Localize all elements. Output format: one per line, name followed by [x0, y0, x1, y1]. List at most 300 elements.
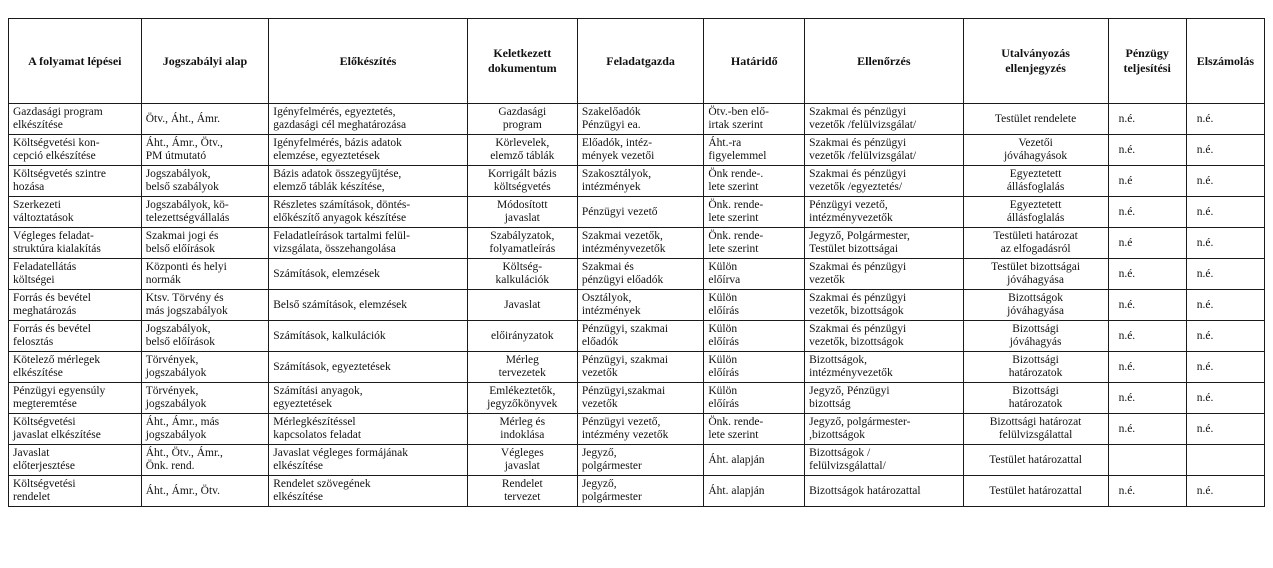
cell-document: [467, 445, 577, 476]
cell-text: Testület bizottságai: [991, 261, 1081, 273]
cell-step: [9, 445, 142, 476]
cell-text: Költségvetési: [13, 478, 76, 490]
cell-document: [467, 197, 577, 228]
cell-text: vezetők /egyeztetés/: [809, 181, 903, 193]
cell-legal-basis: [141, 259, 269, 290]
cell-task-owner: [577, 383, 704, 414]
cell-legal-basis: [141, 135, 269, 166]
cell-authorization: [963, 104, 1108, 135]
cell-control: [805, 414, 963, 445]
cell-finance-performance: [1108, 135, 1186, 166]
cell-preparation: [269, 414, 468, 445]
cell-deadline: [704, 445, 805, 476]
cell-step: [9, 228, 142, 259]
cell-preparation: [269, 135, 468, 166]
cell-text: Rendelet: [501, 478, 543, 490]
header-control: [805, 19, 963, 104]
cell-text: Forrás és bevétel: [13, 323, 91, 335]
cell-text: jogszabályok: [145, 429, 207, 441]
cell-text: Külön: [708, 261, 738, 273]
cell-preparation: [269, 197, 468, 228]
cell-text: Javaslat: [13, 447, 50, 459]
cell-finance-performance: [1108, 414, 1186, 445]
cell-text: Központi és helyi: [145, 261, 227, 273]
cell-text: elkészítése: [13, 119, 63, 131]
cell-text: Részletes számítások, döntés-: [273, 199, 411, 211]
cell-text: Osztályok,: [581, 292, 632, 304]
cell-text: Testület határozattal: [989, 484, 1082, 497]
cell-authorization: [963, 166, 1108, 197]
cell-text: Külön: [708, 292, 738, 304]
header-text: Utalványozás: [1001, 46, 1070, 60]
process-table-wrapper: [8, 18, 1265, 507]
cell-text: Bizottsági határozat: [989, 416, 1082, 428]
cell-task-owner: [577, 228, 704, 259]
table-row: [9, 104, 1265, 135]
cell-document: [467, 414, 577, 445]
cell-text: felülvizsgálattal/: [809, 460, 886, 472]
cell-text: Számítások, egyeztetések: [273, 360, 391, 373]
cell-text: meghatározás: [13, 305, 77, 317]
header-text: Elszámolás: [1196, 53, 1255, 68]
cell-settlement: [1186, 476, 1264, 507]
cell-text: Pénzügyi, szakmai: [581, 323, 669, 335]
cell-text: Önk. rend.: [145, 460, 195, 472]
cell-text: jóváhagyása: [1007, 274, 1064, 286]
cell-authorization: [963, 321, 1108, 352]
cell-finance-performance: [1108, 259, 1186, 290]
header-preparation: [269, 19, 468, 104]
cell-text: Jogszabályok,: [145, 168, 211, 180]
cell-text: Külön: [708, 354, 738, 366]
cell-text: n.é.: [1118, 391, 1136, 404]
cell-text: Pénzügyi,szakmai: [581, 385, 666, 397]
cell-text: gazdasági cél meghatározása: [273, 119, 407, 131]
cell-deadline: [704, 383, 805, 414]
table-row: [9, 321, 1265, 352]
cell-finance-performance: [1108, 383, 1186, 414]
cell-settlement: [1186, 166, 1264, 197]
cell-text: Szakmai jogi és: [145, 230, 219, 242]
cell-document: [467, 321, 577, 352]
cell-deadline: [704, 476, 805, 507]
cell-text: Törvények,: [145, 385, 199, 397]
cell-document: [467, 290, 577, 321]
cell-text: polgármester: [581, 491, 642, 503]
cell-text: jóváhagyások: [1003, 150, 1068, 162]
cell-text: az elfogadásról: [1000, 243, 1071, 255]
cell-text: jogszabályok: [145, 398, 207, 410]
cell-text: Áht., Ámr., Ötv.: [145, 484, 221, 497]
cell-text: Végleges feladat-: [13, 230, 94, 242]
cell-task-owner: [577, 476, 704, 507]
cell-text: Önk. rende-: [708, 416, 764, 428]
cell-authorization: [963, 352, 1108, 383]
cell-text: Gazdasági program: [13, 106, 103, 118]
cell-text: Szakelőadók: [581, 106, 641, 118]
cell-text: Mérleg és: [499, 416, 546, 428]
cell-text: Korrigált bázis: [487, 168, 557, 180]
cell-text: Önk. rende-: [708, 230, 764, 242]
header-text: Határidő: [730, 53, 778, 68]
cell-step: [9, 166, 142, 197]
cell-text: Szakmai vezetők,: [581, 230, 663, 242]
cell-text: Áht. alapján: [708, 453, 765, 466]
header-authorization: [963, 19, 1108, 104]
cell-step: [9, 197, 142, 228]
cell-text: indoklása: [500, 429, 545, 441]
cell-preparation: [269, 104, 468, 135]
cell-deadline: [704, 166, 805, 197]
cell-text: elemző táblák készítése,: [273, 181, 385, 193]
cell-text: Feladatleírások tartalmi felül-: [273, 230, 410, 242]
cell-text: Szakmai és pénzügyi: [809, 168, 907, 180]
cell-text: Bizottságok: [1008, 292, 1064, 304]
cell-step: [9, 104, 142, 135]
cell-text: Belső számítások, elemzések: [273, 298, 408, 311]
cell-text: vezetők, bizottságok: [809, 336, 904, 348]
cell-text: jogszabályok: [145, 367, 207, 379]
cell-text: n.é.: [1118, 112, 1136, 125]
header-text: Feladatgazda: [606, 53, 675, 68]
cell-text: belső szabályok: [145, 181, 219, 193]
cell-legal-basis: [141, 166, 269, 197]
cell-control: [805, 321, 963, 352]
cell-text: egyeztetések: [273, 398, 332, 410]
header-text: Pénzügy: [1125, 46, 1169, 60]
cell-settlement: [1186, 321, 1264, 352]
cell-text: Önk. rende-: [708, 199, 764, 211]
cell-control: [805, 445, 963, 476]
cell-text: vizsgálata, összehangolása: [273, 243, 396, 255]
cell-text: n.é.: [1118, 298, 1136, 311]
cell-text: Szerkezeti: [13, 199, 61, 211]
cell-deadline: [704, 104, 805, 135]
cell-authorization: [963, 445, 1108, 476]
cell-authorization: [963, 476, 1108, 507]
cell-preparation: [269, 259, 468, 290]
cell-text: Mérlegkészítéssel: [273, 416, 356, 428]
cell-text: Szakmai és pénzügyi: [809, 292, 907, 304]
cell-text: mények vezetői: [581, 150, 655, 162]
cell-text: Áht. alapján: [708, 484, 765, 497]
cell-step: [9, 476, 142, 507]
cell-text: Bázis adatok összegyűjtése,: [273, 168, 402, 180]
cell-text: n.é.: [1196, 267, 1214, 280]
cell-text: előírva: [708, 274, 741, 286]
cell-text: struktúra kialakítás: [13, 243, 101, 255]
cell-settlement: [1186, 104, 1264, 135]
header-text: dokumentum: [487, 61, 557, 75]
cell-finance-performance: [1108, 104, 1186, 135]
table-row: [9, 259, 1265, 290]
cell-preparation: [269, 445, 468, 476]
cell-preparation: [269, 352, 468, 383]
cell-text: Jogszabályok,: [145, 323, 211, 335]
cell-text: n.é.: [1196, 329, 1214, 342]
cell-text: elkészítése: [273, 460, 324, 472]
header-task-owner: [577, 19, 704, 104]
cell-preparation: [269, 290, 468, 321]
cell-text: Költségvetési kon-: [13, 137, 100, 149]
cell-text: n.é.: [1196, 112, 1214, 125]
cell-text: Bizottságok /: [809, 447, 871, 459]
cell-task-owner: [577, 135, 704, 166]
cell-text: Testület bizottságai: [809, 243, 899, 255]
cell-text: elemző táblák: [490, 150, 555, 162]
cell-step: [9, 290, 142, 321]
cell-text: n.é.: [1196, 391, 1214, 404]
cell-step: [9, 259, 142, 290]
cell-text: Testület rendelete: [994, 112, 1077, 125]
cell-text: Jegyző, Polgármester,: [809, 230, 910, 242]
cell-text: n.é: [1118, 174, 1133, 187]
cell-text: Feladatellátás: [13, 261, 77, 273]
cell-text: vezetők: [581, 398, 618, 410]
cell-text: állásfoglalás: [1006, 181, 1065, 193]
cell-text: előírás: [708, 336, 739, 348]
cell-text: költségei: [13, 274, 55, 286]
cell-text: kalkulációk: [495, 274, 550, 286]
cell-text: Körlevelek,: [495, 137, 550, 149]
header-text: Ellenőrzés: [857, 53, 911, 68]
cell-text: Bizottsági: [1012, 323, 1059, 335]
cell-control: [805, 166, 963, 197]
cell-control: [805, 290, 963, 321]
cell-text: n.é.: [1196, 143, 1214, 156]
cell-deadline: [704, 352, 805, 383]
cell-text: Bizottságok,: [809, 354, 867, 366]
cell-text: Emlékeztetők,: [489, 385, 556, 397]
cell-finance-performance: [1108, 290, 1186, 321]
cell-text: irtak szerint: [708, 119, 763, 131]
cell-text: Jegyző,: [581, 478, 617, 490]
cell-task-owner: [577, 321, 704, 352]
cell-control: [805, 135, 963, 166]
cell-text: n.é.: [1196, 360, 1214, 373]
cell-legal-basis: [141, 197, 269, 228]
cell-text: javaslat: [504, 460, 540, 472]
cell-finance-performance: [1108, 445, 1186, 476]
cell-document: [467, 352, 577, 383]
header-deadline: [704, 19, 805, 104]
cell-text: Pénzügyi vezető: [581, 205, 658, 218]
cell-legal-basis: [141, 321, 269, 352]
cell-step: [9, 321, 142, 352]
cell-text: hozása: [13, 181, 45, 193]
cell-text: Forrás és bevétel: [13, 292, 91, 304]
cell-control: [805, 259, 963, 290]
table-row: [9, 476, 1265, 507]
cell-text: előterjesztése: [13, 460, 75, 472]
cell-text: n.é.: [1118, 143, 1136, 156]
cell-text: bizottság: [809, 398, 851, 410]
cell-text: n.é: [1118, 236, 1133, 249]
cell-settlement: [1186, 445, 1264, 476]
cell-text: n.é.: [1118, 205, 1136, 218]
cell-text: Testületi határozat: [993, 230, 1078, 242]
cell-legal-basis: [141, 414, 269, 445]
cell-document: [467, 228, 577, 259]
cell-text: vezetők /felülvizsgálat/: [809, 119, 917, 131]
cell-text: telezettségvállalás: [145, 212, 230, 224]
cell-text: intézményvezetők: [809, 367, 893, 379]
cell-authorization: [963, 259, 1108, 290]
cell-text: vezetők /felülvizsgálat/: [809, 150, 917, 162]
budget-process-table: [8, 18, 1265, 507]
header-finance-performance: [1108, 19, 1186, 104]
cell-text: Testület határozattal: [989, 453, 1082, 466]
cell-text: intézmény vezetők: [581, 429, 669, 441]
cell-text: Pénzügyi vezető,: [809, 199, 888, 211]
cell-text: jóváhagyása: [1007, 305, 1064, 317]
cell-deadline: [704, 414, 805, 445]
cell-text: Számítási anyagok,: [273, 385, 363, 397]
cell-text: lete szerint: [708, 212, 759, 224]
cell-text: cepció elkészítése: [13, 150, 96, 162]
cell-text: belső előírások: [145, 336, 215, 348]
header-text: teljesítési: [1123, 61, 1171, 75]
cell-control: [805, 352, 963, 383]
header-text: ellenjegyzés: [1005, 61, 1066, 75]
table-row: [9, 445, 1265, 476]
cell-text: Gazdasági: [498, 106, 547, 118]
cell-settlement: [1186, 259, 1264, 290]
cell-text: Áht., Ámr., más: [145, 416, 220, 428]
cell-task-owner: [577, 290, 704, 321]
cell-text: vezetők: [581, 367, 618, 379]
cell-text: Ktsv. Törvény és: [145, 292, 224, 304]
cell-text: intézményvezetők: [809, 212, 893, 224]
cell-text: Jegyző, Pénzügyi: [809, 385, 890, 397]
cell-text: határozatok: [1008, 398, 1063, 410]
cell-text: jóváhagyás: [1009, 336, 1062, 348]
header-step: [9, 19, 142, 104]
cell-settlement: [1186, 414, 1264, 445]
cell-text: elemzése, egyeztetések: [273, 150, 380, 162]
table-row: [9, 383, 1265, 414]
header-text: Jogszabályi alap: [162, 53, 248, 68]
cell-text: Költség-: [502, 261, 543, 273]
cell-text: felosztás: [13, 336, 54, 348]
cell-text: Bizottságok határozattal: [809, 484, 921, 497]
cell-settlement: [1186, 135, 1264, 166]
cell-text: Jogszabályok, kö-: [145, 199, 229, 211]
cell-text: Számítások, kalkulációk: [273, 329, 386, 342]
cell-text: Előadók, intéz-: [581, 137, 653, 149]
cell-text: normák: [145, 274, 181, 286]
cell-preparation: [269, 476, 468, 507]
cell-finance-performance: [1108, 197, 1186, 228]
cell-control: [805, 383, 963, 414]
cell-text: n.é.: [1118, 360, 1136, 373]
header-legal-basis: [141, 19, 269, 104]
cell-text: pénzügyi előadók: [581, 274, 664, 286]
cell-authorization: [963, 383, 1108, 414]
table-row: [9, 166, 1265, 197]
cell-authorization: [963, 135, 1108, 166]
cell-text: Pénzügyi, szakmai: [581, 354, 669, 366]
cell-task-owner: [577, 259, 704, 290]
cell-text: Szabályzatok,: [490, 230, 555, 242]
cell-document: [467, 259, 577, 290]
header-row: [9, 19, 1265, 104]
cell-document: [467, 135, 577, 166]
cell-settlement: [1186, 290, 1264, 321]
cell-text: lete szerint: [708, 181, 759, 193]
cell-text: n.é.: [1118, 484, 1136, 497]
cell-text: előírás: [708, 398, 739, 410]
cell-document: [467, 383, 577, 414]
cell-text: előirányzatok: [491, 329, 554, 342]
cell-text: program: [502, 119, 542, 131]
cell-text: Bizottsági: [1012, 354, 1059, 366]
cell-finance-performance: [1108, 352, 1186, 383]
cell-text: Áht.-ra: [708, 137, 742, 149]
cell-text: Vezetői: [1018, 137, 1053, 149]
cell-text: Külön: [708, 323, 738, 335]
cell-text: lete szerint: [708, 429, 759, 441]
cell-legal-basis: [141, 290, 269, 321]
cell-text: Ötv.-ben elő-: [708, 106, 769, 118]
header-text: Keletkezett: [493, 46, 552, 60]
cell-step: [9, 383, 142, 414]
cell-text: n.é.: [1196, 174, 1214, 187]
cell-settlement: [1186, 228, 1264, 259]
cell-text: lete szerint: [708, 243, 759, 255]
cell-text: intézmények: [581, 305, 641, 317]
cell-settlement: [1186, 197, 1264, 228]
cell-text: Költségvetés szintre: [13, 168, 106, 180]
cell-legal-basis: [141, 383, 269, 414]
cell-text: Javaslat: [504, 298, 541, 311]
cell-text: előírás: [708, 367, 739, 379]
cell-text: belső előírások: [145, 243, 215, 255]
cell-legal-basis: [141, 476, 269, 507]
table-row: [9, 352, 1265, 383]
cell-text: n.é.: [1196, 205, 1214, 218]
cell-deadline: [704, 321, 805, 352]
cell-preparation: [269, 228, 468, 259]
cell-authorization: [963, 197, 1108, 228]
cell-text: Szakmai és pénzügyi: [809, 323, 907, 335]
cell-step: [9, 414, 142, 445]
cell-control: [805, 197, 963, 228]
cell-task-owner: [577, 445, 704, 476]
cell-deadline: [704, 259, 805, 290]
cell-text: n.é.: [1196, 236, 1214, 249]
cell-text: vezetők, bizottságok: [809, 305, 904, 317]
cell-text: változtatások: [13, 212, 74, 224]
cell-document: [467, 104, 577, 135]
cell-text: Kötelező mérlegek: [13, 354, 101, 366]
cell-text: javaslat elkészítése: [13, 429, 101, 441]
cell-text: Pénzügyi egyensúly: [13, 385, 106, 397]
cell-text: Jegyző,: [581, 447, 617, 459]
cell-text: vezetők: [809, 274, 845, 286]
cell-preparation: [269, 321, 468, 352]
cell-text: Törvények,: [145, 354, 199, 366]
cell-text: előkészítő anyagok készítése: [273, 212, 407, 224]
cell-text: Igényfelmérés, egyeztetés,: [273, 106, 396, 118]
cell-text: Végleges: [500, 447, 544, 459]
table-row: [9, 414, 1265, 445]
cell-settlement: [1186, 352, 1264, 383]
cell-text: állásfoglalás: [1006, 212, 1065, 224]
cell-text: Igényfelmérés, bázis adatok: [273, 137, 402, 149]
table-row: [9, 290, 1265, 321]
cell-text: folyamatleírás: [489, 243, 556, 255]
